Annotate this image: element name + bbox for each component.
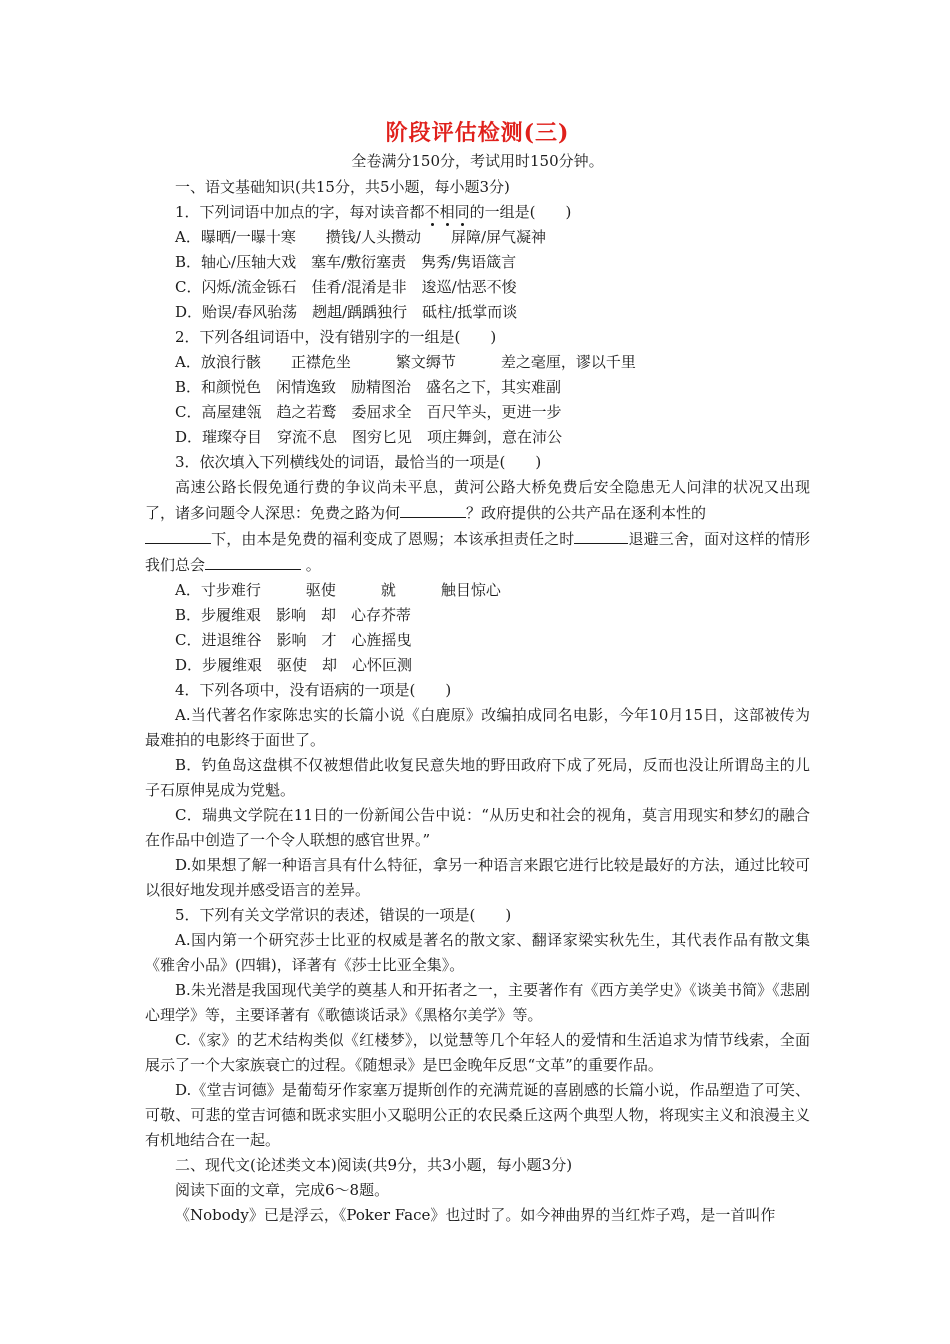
q4-option-b: B．钓鱼岛这盘棋不仅被想借此收复民意失地的野田政府下成了死局，反而也没让所谓岛主的儿子石原伸晃成为党魁。: [145, 756, 810, 799]
exam-subtitle: 全卷满分150分，考试用时150分钟。: [351, 152, 604, 170]
q3-passage-part2: ？政府提供的公共产品在逐利本性的: [466, 504, 707, 522]
exam-title: 阶段评估检测(三): [385, 120, 570, 146]
q5-option-b: B.朱光潜是我国现代美学的奠基人和开拓者之一，主要著作有《西方美学史》《谈美书简》《悲剧心理学》等，主要译著有《歌德谈话录》《黑格尔美学》等。: [145, 981, 810, 1024]
q3-passage-part4: 退避三舍，面对这样的情形我们总会: [145, 530, 810, 574]
exam-page: [145, 118, 810, 1228]
q3-blank-2[interactable]: [145, 526, 211, 544]
q3-option-a: A．寸步难行 驱使 就 触目惊心: [175, 581, 501, 599]
q4-option-c: C．瑞典文学院在11日的一份新闻公告中说：“从历史和社会的视角，莫言用现实和梦幻的融合在作品中创造了一个令人联想的感官世界。”: [145, 806, 810, 849]
q3-passage-part1: 高速公路长假免通行费的争议尚未平息，黄河公路大桥免费后安全隐患无人问津的状况又出现了，诸多问题令人深思：免费之路为何: [145, 478, 810, 522]
q3-blank-3[interactable]: [574, 526, 628, 544]
q3-blank-4[interactable]: [205, 552, 301, 570]
q4-option-a: A.当代著名作家陈忠实的长篇小说《白鹿原》改编拍成同名电影，今年10月15日，这部被传为最难拍的电影终于面世了。: [145, 706, 810, 749]
q3-passage: [145, 475, 810, 578]
q3-option-d: D．步履维艰 驱使 却 心怀叵测: [175, 656, 413, 674]
q2-option-d: D．璀璨夺目 穿流不息 图穷匕见 项庄舞剑，意在沛公: [175, 428, 563, 446]
q3-passage-part5: 。: [305, 556, 321, 574]
q1-stem-a: 1．下列词语中加点的字，每对读音都: [175, 203, 425, 221]
q3-option-c: C．进退维谷 影响 才 心旌摇曳: [175, 631, 412, 649]
q3-passage-part3: 下，由本是免费的福利变成了恩赐；本该承担责任之时: [211, 530, 575, 548]
q2-option-b: B．和颜悦色 闲情逸致 励精图治 盛名之下，其实难副: [175, 378, 562, 396]
q2-option-c: C．高屋建瓴 趋之若鹜 委屈求全 百尺竿头，更进一步: [175, 403, 562, 421]
q1-option-a: A．曝晒/一曝十寒 攒钱/人头攒动 屏障/屏气凝神: [175, 228, 546, 246]
q5-option-a: A.国内第一个研究莎士比亚的权威是著名的散文家、翻译家梁实秋先生，其代表作品有散文集《雅舍小品》(四辑)，译著有《莎士比亚全集》。: [145, 931, 810, 974]
section2-instruction: 阅读下面的文章，完成6～8题。: [175, 1181, 390, 1199]
q5-option-d: D.《堂吉诃德》是葡萄牙作家塞万提斯创作的充满荒诞的喜剧感的长篇小说，作品塑造了可笑、可敬、可悲的堂吉诃德和既求实胆小又聪明公正的农民桑丘这两个典型人物，将现实主义和浪漫主义有机地结合在一起。: [145, 1081, 810, 1149]
emphasis-char: 相: [439, 203, 455, 221]
section2-heading: 二、现代文(论述类文本)阅读(共9分，共3小题，每小题3分): [175, 1156, 573, 1174]
q2-option-a: A．放浪行骸 正襟危坐 繁文缛节 差之毫厘，谬以千里: [175, 353, 636, 371]
q1-option-c: C．闪烁/流金铄石 佳肴/混淆是非 逡巡/怙恶不悛: [175, 278, 517, 296]
emphasis-char: 同: [454, 203, 470, 221]
q2-stem: 2．下列各组词语中，没有错别字的一组是( ): [175, 328, 497, 346]
q5-option-c: C.《家》的艺术结构类似《红楼梦》，以觉慧等几个年轻人的爱情和生活追求为情节线索，全面展示了一个大家族衰亡的过程。《随想录》是巴金晚年反思“文革”的重要作品。: [145, 1031, 810, 1074]
q3-blank-1[interactable]: [400, 500, 466, 518]
q4-stem: 4．下列各项中，没有语病的一项是( ): [175, 681, 452, 699]
q1-stem-dotted: [425, 203, 470, 221]
q1-option-b: B．轴心/压轴大戏 塞车/敷衍塞责 隽秀/隽语箴言: [175, 253, 517, 271]
q1-stem-b: 的一组是( ): [469, 203, 572, 221]
emphasis-char: 不: [424, 203, 440, 221]
q3-option-b: B．步履维艰 影响 却 心存芥蒂: [175, 606, 412, 624]
q3-stem: 3．依次填入下列横线处的词语，最恰当的一项是( ): [175, 453, 542, 471]
section1-heading: 一、语文基础知识(共15分，共5小题，每小题3分): [175, 178, 510, 196]
q1-stem: [145, 200, 810, 225]
q4-option-d: D.如果想了解一种语言具有什么特征，拿另一种语言来跟它进行比较是最好的方法，通过比较可以很好地发现并感受语言的差异。: [145, 856, 810, 899]
section2-passage-start: 《Nobody》已是浮云，《Poker Face》也过时了。如今神曲界的当红炸子鸡，是一首叫作: [175, 1206, 776, 1224]
q5-stem: 5．下列有关文学常识的表述，错误的一项是( ): [175, 906, 512, 924]
q1-option-d: D．贻误/春风骀荡 趔趄/踽踽独行 砥柱/抵掌而谈: [175, 303, 518, 321]
